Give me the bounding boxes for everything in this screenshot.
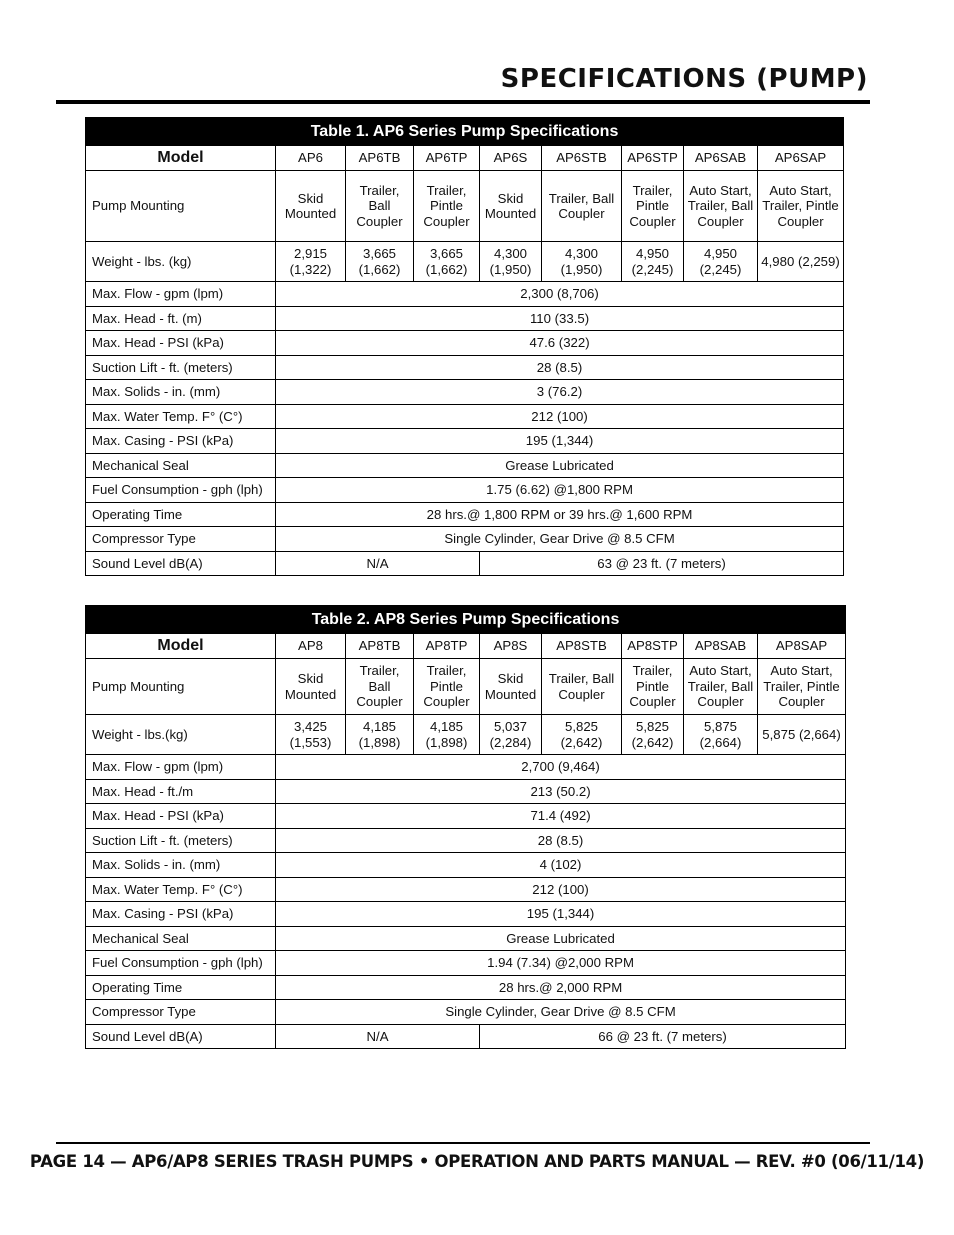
spec-row	[86, 779, 846, 804]
row-label: Max. Solids - in. (mm)	[86, 853, 276, 878]
spec-row	[86, 828, 846, 853]
row-label: Sound Level dB(A)	[86, 1024, 276, 1049]
spec-row	[86, 755, 846, 780]
weight-row	[86, 715, 846, 755]
row-label: Max. Casing - PSI (kPa)	[86, 902, 276, 927]
mounting-cell: Trailer, Pintle Coupler	[622, 171, 684, 242]
weight-cell: 5,825 (2,642)	[622, 715, 684, 755]
mounting-cell: Auto Start, Trailer, Ball Coupler	[684, 171, 758, 242]
row-label: Mechanical Seal	[86, 926, 276, 951]
spec-row	[86, 926, 846, 951]
row-label: Fuel Consumption - gph (lph)	[86, 478, 276, 503]
sound-na: N/A	[276, 1024, 480, 1049]
spec-row	[86, 478, 844, 503]
row-label: Sound Level dB(A)	[86, 551, 276, 576]
row-label: Max. Casing - PSI (kPa)	[86, 429, 276, 454]
row-value: 2,700 (9,464)	[276, 755, 846, 780]
row-value: Single Cylinder, Gear Drive @ 8.5 CFM	[276, 1000, 846, 1025]
mounting-cell: Trailer, Ball Coupler	[542, 171, 622, 242]
model-cell: AP6SAP	[758, 146, 844, 171]
spec-row	[86, 355, 844, 380]
spec-row	[86, 502, 844, 527]
mounting-row	[86, 171, 844, 242]
row-value: 195 (1,344)	[276, 429, 844, 454]
weight-cell: 2,915 (1,322)	[276, 242, 346, 282]
model-row	[86, 634, 846, 659]
mounting-cell: Auto Start, Trailer, Pintle Coupler	[758, 171, 844, 242]
row-label: Max. Flow - gpm (lpm)	[86, 282, 276, 307]
spec-row	[86, 975, 846, 1000]
row-label: Max. Solids - in. (mm)	[86, 380, 276, 405]
ap6-spec-table	[85, 117, 844, 576]
sound-row	[86, 551, 844, 576]
model-cell: AP8S	[480, 634, 542, 659]
row-value: 28 (8.5)	[276, 828, 846, 853]
row-value: 1.94 (7.34) @2,000 RPM	[276, 951, 846, 976]
spec-row	[86, 527, 844, 552]
page-footer: PAGE 14 — AP6/AP8 SERIES TRASH PUMPS • OPERATION AND PARTS MANUAL — REV. #0 (06/11/14)	[29, 1152, 925, 1171]
model-cell: AP8STB	[542, 634, 622, 659]
spec-row	[86, 429, 844, 454]
row-label: Max. Head - PSI (kPa)	[86, 331, 276, 356]
row-value: 110 (33.5)	[276, 306, 844, 331]
sound-value: 63 @ 23 ft. (7 meters)	[480, 551, 844, 576]
spec-row	[86, 306, 844, 331]
row-label: Max. Head - PSI (kPa)	[86, 804, 276, 829]
row-label: Compressor Type	[86, 527, 276, 552]
weight-cell: 5,037 (2,284)	[480, 715, 542, 755]
mounting-cell: Auto Start, Trailer, Pintle Coupler	[758, 659, 846, 715]
sound-na: N/A	[276, 551, 480, 576]
row-value: Grease Lubricated	[276, 453, 844, 478]
mounting-cell: Trailer, Ball Coupler	[346, 171, 414, 242]
row-value: 4 (102)	[276, 853, 846, 878]
sound-value: 66 @ 23 ft. (7 meters)	[480, 1024, 846, 1049]
model-cell: AP6	[276, 146, 346, 171]
row-label: Weight - lbs.(kg)	[86, 715, 276, 755]
mounting-cell: Auto Start, Trailer, Ball Coupler	[684, 659, 758, 715]
weight-cell: 5,875 (2,664)	[684, 715, 758, 755]
model-cell: AP8SAB	[684, 634, 758, 659]
weight-cell: 3,665 (1,662)	[346, 242, 414, 282]
model-cell: AP6TP	[414, 146, 480, 171]
row-value: 2,300 (8,706)	[276, 282, 844, 307]
weight-cell: 5,875 (2,664)	[758, 715, 846, 755]
mounting-row	[86, 659, 846, 715]
table-title-row	[86, 606, 846, 634]
model-cell: AP8STP	[622, 634, 684, 659]
row-label: Weight - lbs. (kg)	[86, 242, 276, 282]
row-label: Pump Mounting	[86, 659, 276, 715]
model-label: Model	[86, 146, 276, 171]
spec-row	[86, 1000, 846, 1025]
row-label: Mechanical Seal	[86, 453, 276, 478]
ap8-spec-table	[85, 605, 846, 1049]
row-value: 28 hrs.@ 1,800 RPM or 39 hrs.@ 1,600 RPM	[276, 502, 844, 527]
model-cell: AP6STP	[622, 146, 684, 171]
row-label: Max. Head - ft./m	[86, 779, 276, 804]
row-value: 71.4 (492)	[276, 804, 846, 829]
row-label: Compressor Type	[86, 1000, 276, 1025]
model-cell: AP8SAP	[758, 634, 846, 659]
weight-cell: 4,185 (1,898)	[346, 715, 414, 755]
row-value: Single Cylinder, Gear Drive @ 8.5 CFM	[276, 527, 844, 552]
spec-row	[86, 380, 844, 405]
weight-cell: 5,825 (2,642)	[542, 715, 622, 755]
weight-cell: 4,300 (1,950)	[480, 242, 542, 282]
weight-cell: 4,300 (1,950)	[542, 242, 622, 282]
spec-row	[86, 804, 846, 829]
row-value: Grease Lubricated	[276, 926, 846, 951]
mounting-cell: Trailer, Pintle Coupler	[622, 659, 684, 715]
row-value: 212 (100)	[276, 877, 846, 902]
row-value: 213 (50.2)	[276, 779, 846, 804]
model-cell: AP6STB	[542, 146, 622, 171]
mounting-cell: Skid Mounted	[480, 659, 542, 715]
table-title: Table 2. AP8 Series Pump Specifications	[86, 606, 846, 634]
row-value: 28 hrs.@ 2,000 RPM	[276, 975, 846, 1000]
row-label: Suction Lift - ft. (meters)	[86, 828, 276, 853]
weight-cell: 4,950 (2,245)	[622, 242, 684, 282]
row-label: Suction Lift - ft. (meters)	[86, 355, 276, 380]
spec-row	[86, 902, 846, 927]
row-value: 1.75 (6.62) @1,800 RPM	[276, 478, 844, 503]
model-cell: AP8TP	[414, 634, 480, 659]
row-label: Max. Water Temp. F° (C°)	[86, 877, 276, 902]
model-cell: AP6S	[480, 146, 542, 171]
row-label: Max. Water Temp. F° (C°)	[86, 404, 276, 429]
footer-rule	[56, 1142, 870, 1144]
row-label: Max. Head - ft. (m)	[86, 306, 276, 331]
spec-row	[86, 853, 846, 878]
sound-row	[86, 1024, 846, 1049]
mounting-cell: Skid Mounted	[276, 171, 346, 242]
spec-row	[86, 331, 844, 356]
weight-cell: 3,665 (1,662)	[414, 242, 480, 282]
mounting-cell: Trailer, Pintle Coupler	[414, 659, 480, 715]
row-value: 195 (1,344)	[276, 902, 846, 927]
weight-cell: 4,980 (2,259)	[758, 242, 844, 282]
row-value: 47.6 (322)	[276, 331, 844, 356]
spec-row	[86, 951, 846, 976]
row-label: Max. Flow - gpm (lpm)	[86, 755, 276, 780]
model-cell: AP8TB	[346, 634, 414, 659]
row-value: 3 (76.2)	[276, 380, 844, 405]
model-cell: AP8	[276, 634, 346, 659]
model-label: Model	[86, 634, 276, 659]
spec-row	[86, 404, 844, 429]
row-label: Operating Time	[86, 502, 276, 527]
spec-row	[86, 282, 844, 307]
table-title: Table 1. AP6 Series Pump Specifications	[86, 118, 844, 146]
row-label: Fuel Consumption - gph (lph)	[86, 951, 276, 976]
mounting-cell: Trailer, Ball Coupler	[542, 659, 622, 715]
row-value: 28 (8.5)	[276, 355, 844, 380]
row-label: Pump Mounting	[86, 171, 276, 242]
table-title-row	[86, 118, 844, 146]
mounting-cell: Skid Mounted	[480, 171, 542, 242]
model-cell: AP6TB	[346, 146, 414, 171]
weight-cell: 4,950 (2,245)	[684, 242, 758, 282]
weight-row	[86, 242, 844, 282]
row-value: 212 (100)	[276, 404, 844, 429]
mounting-cell: Trailer, Pintle Coupler	[414, 171, 480, 242]
spec-row	[86, 877, 846, 902]
model-cell: AP6SAB	[684, 146, 758, 171]
mounting-cell: Skid Mounted	[276, 659, 346, 715]
weight-cell: 4,185 (1,898)	[414, 715, 480, 755]
spec-row	[86, 453, 844, 478]
model-row	[86, 146, 844, 171]
row-label: Operating Time	[86, 975, 276, 1000]
weight-cell: 3,425 (1,553)	[276, 715, 346, 755]
title-rule	[56, 100, 870, 104]
page-title: SPECIFICATIONS (PUMP)	[500, 64, 868, 94]
mounting-cell: Trailer, Ball Coupler	[346, 659, 414, 715]
